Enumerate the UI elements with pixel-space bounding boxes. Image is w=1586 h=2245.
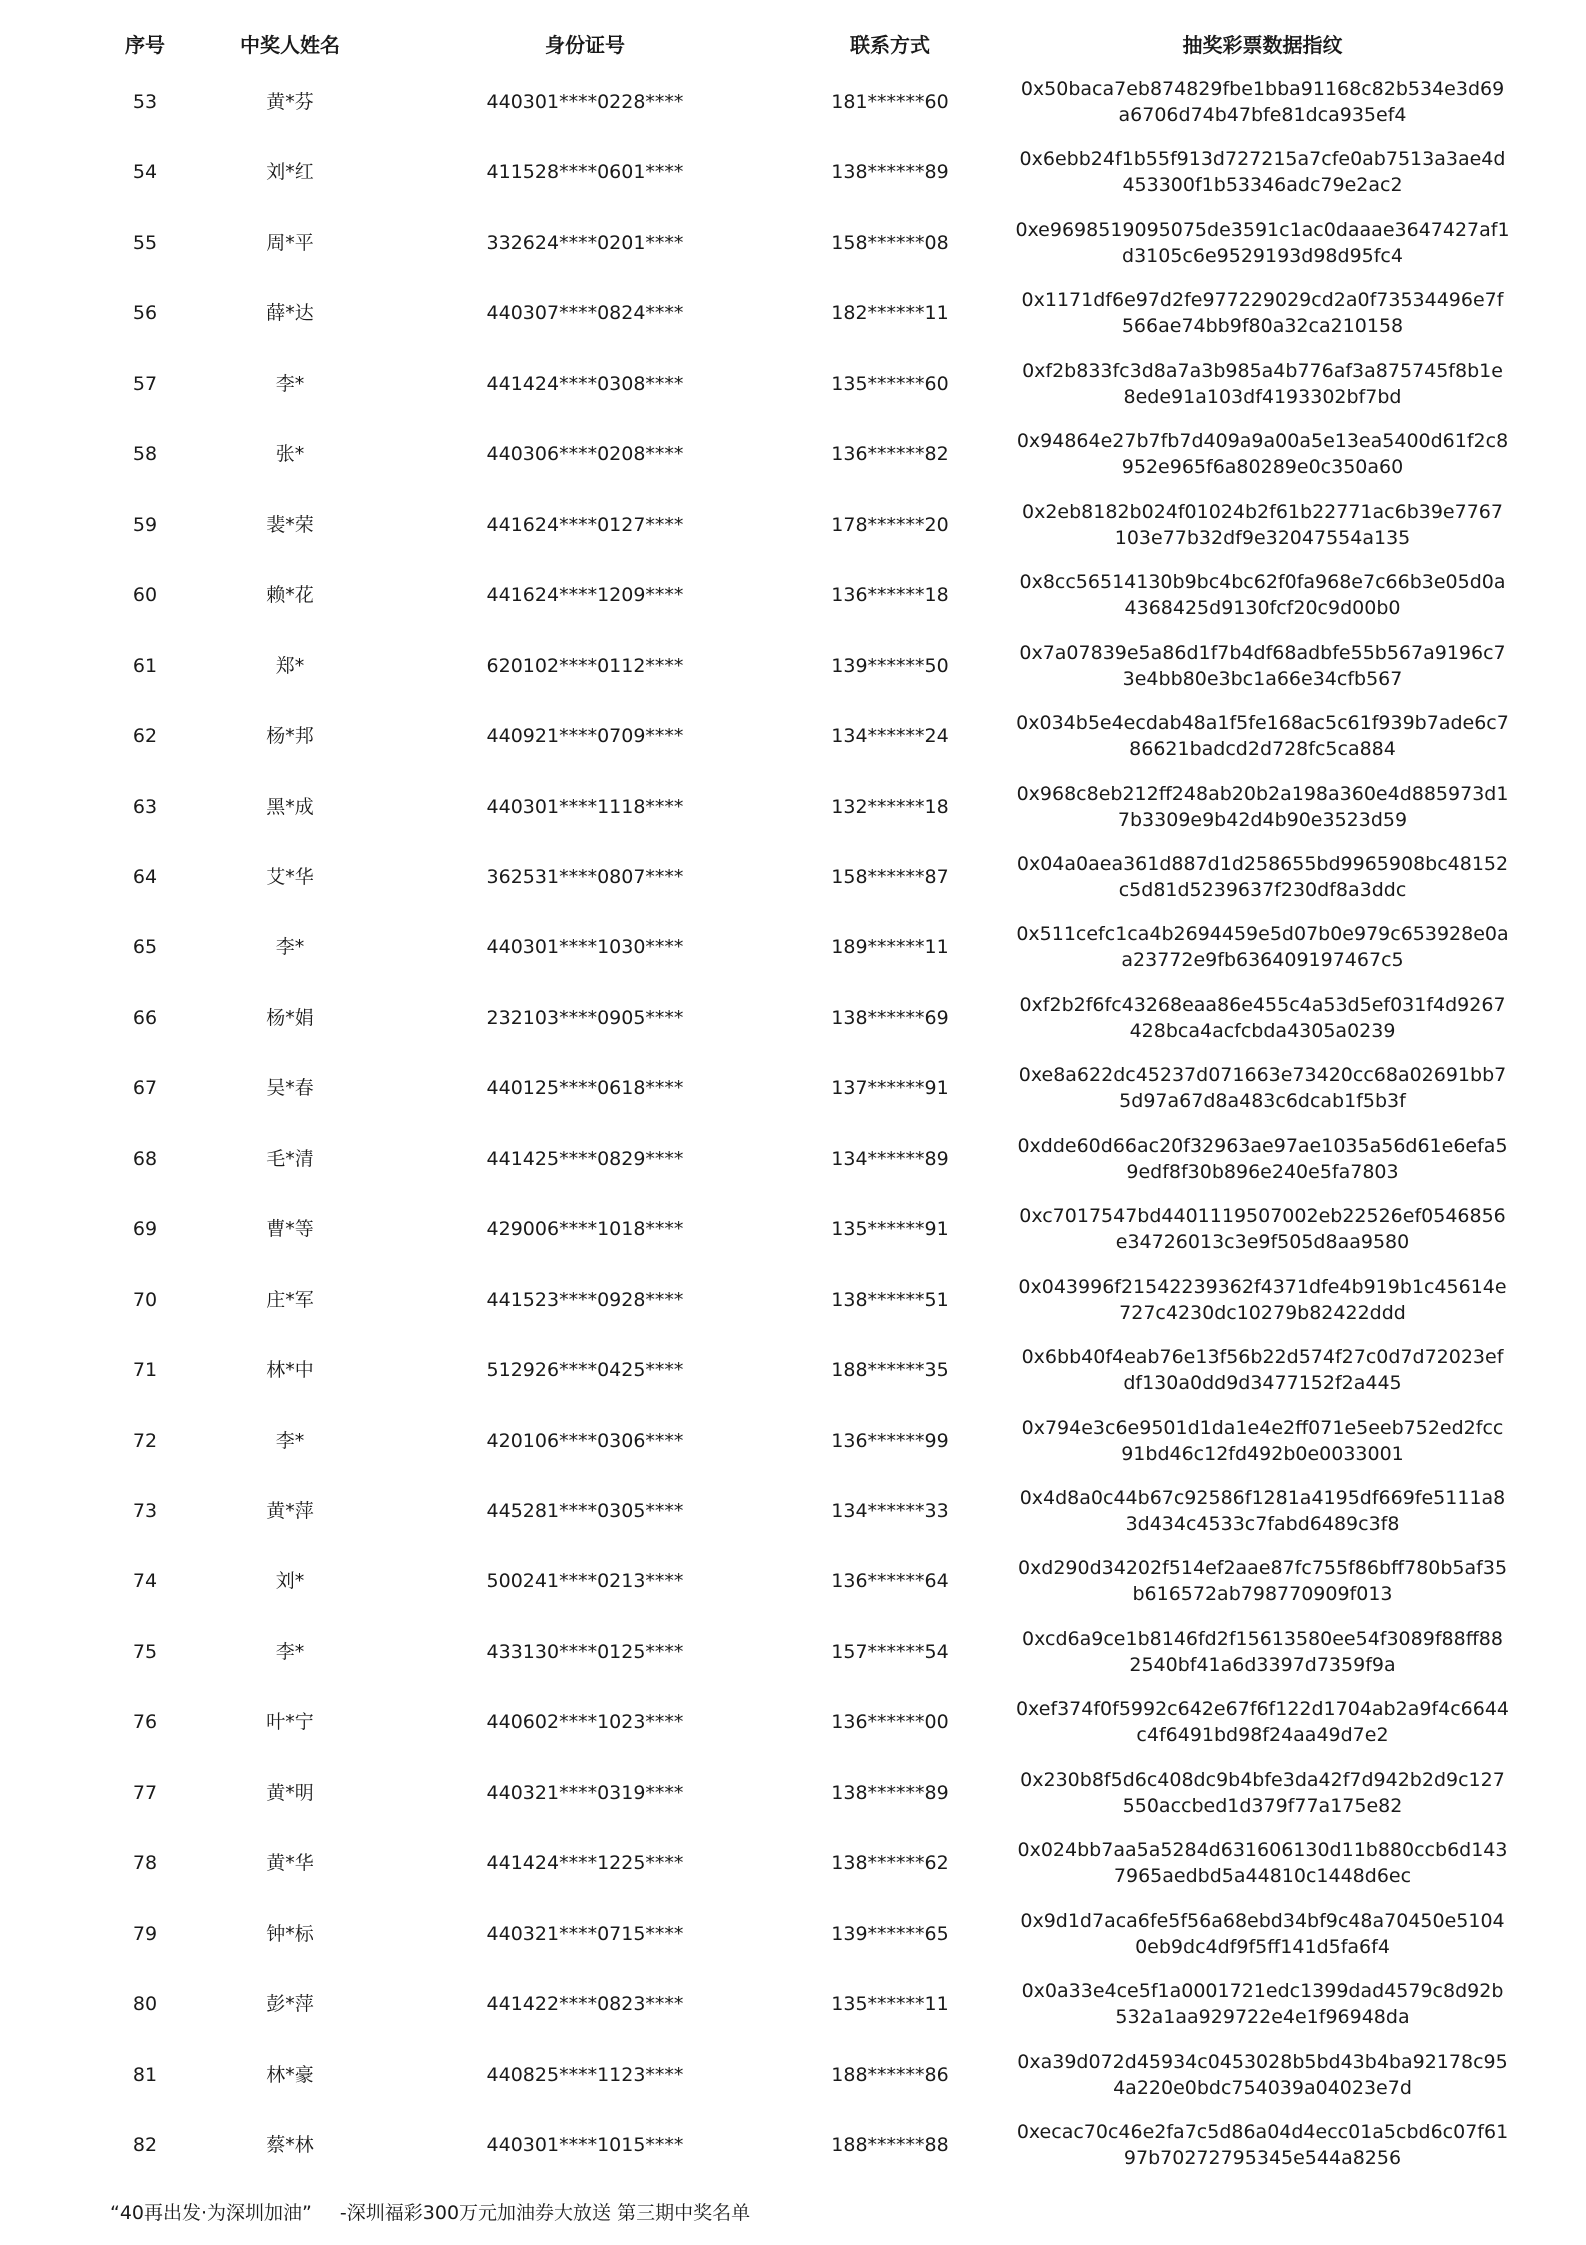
cell-id-number: 445281****0305**** <box>486 1500 684 1522</box>
cell-seq: 62 <box>132 725 158 748</box>
cell-name: 李* <box>275 936 305 959</box>
fingerprint-line-2: 2540bf41a6d3397d7359f9a <box>1129 1653 1396 1676</box>
fingerprint-line-1: 0x8cc56514130b9bc4bc62f0fa968e7c66b3e05d0a <box>1019 571 1506 594</box>
cell-name: 黄*明 <box>266 1781 314 1804</box>
cell-fingerprint <box>1005 1908 1520 1960</box>
cell-seq: 68 <box>132 1147 158 1170</box>
cell-name: 林*中 <box>266 1359 314 1382</box>
cell-name: 刘*红 <box>266 161 314 184</box>
cell-seq: 71 <box>132 1359 158 1382</box>
fingerprint-line-1: 0xdde60d66ac20f32963ae97ae1035a56d61e6efa5 <box>1017 1134 1508 1157</box>
cell-fingerprint <box>1005 1555 1520 1607</box>
fingerprint-line-2: 3e4bb80e3bc1a66e34cfb567 <box>1122 667 1403 690</box>
fingerprint-line-2: a23772e9fb636409197467c5 <box>1121 949 1404 972</box>
table-row <box>0 1551 1586 1621</box>
cell-contact: 139******65 <box>831 1922 949 1945</box>
cell-contact: 136******99 <box>831 1429 949 1452</box>
cell-name: 裴*荣 <box>266 513 314 536</box>
cell-contact: 138******69 <box>831 1006 949 1029</box>
fingerprint-line-2: 4a220e0bdc754039a04023e7d <box>1113 2076 1412 2099</box>
cell-seq: 73 <box>132 1500 158 1522</box>
cell-id-number: 440321****0319**** <box>486 1781 684 1804</box>
table-row <box>0 1481 1586 1551</box>
cell-seq: 55 <box>132 231 158 254</box>
fingerprint-line-2: df130a0dd9d3477152f2a445 <box>1123 1372 1402 1395</box>
cell-contact: 188******35 <box>831 1359 949 1382</box>
cell-fingerprint <box>1005 287 1520 339</box>
cell-id-number: 440306****0208**** <box>486 443 684 466</box>
cell-id-number: 440301****1015**** <box>486 2134 684 2157</box>
fingerprint-line-2: e34726013c3e9f505d8aa9580 <box>1115 1231 1410 1254</box>
fingerprint-line-1: 0x968c8eb212ff248ab20b2a198a360e4d885973d1 <box>1016 782 1509 805</box>
cell-fingerprint <box>1005 851 1520 903</box>
cell-seq: 66 <box>132 1006 158 1029</box>
cell-name: 叶*宁 <box>266 1711 314 1734</box>
cell-id-number: 500241****0213**** <box>486 1570 684 1593</box>
table-row <box>0 847 1586 917</box>
cell-contact: 158******87 <box>831 865 949 888</box>
fingerprint-line-2: 0eb9dc4df9f5ff141d5fa6f4 <box>1135 1935 1390 1958</box>
table-row <box>0 142 1586 212</box>
fingerprint-line-2: 7965aedbd5a44810c1448d6ec <box>1113 1865 1412 1888</box>
table-row <box>0 636 1586 706</box>
table-row <box>0 1270 1586 1340</box>
cell-name: 黑*成 <box>266 795 314 818</box>
cell-id-number: 440921****0709**** <box>486 725 684 748</box>
cell-id-number: 440825****1123**** <box>486 2063 684 2086</box>
table-row <box>0 2115 1586 2185</box>
cell-id-number: 440307****0824**** <box>486 302 684 325</box>
cell-id-number: 429006****1018**** <box>486 1218 684 1241</box>
fingerprint-line-2: c4f6491bd98f24aa49d7e2 <box>1136 1724 1389 1747</box>
cell-name: 杨*邦 <box>266 725 314 748</box>
cell-fingerprint <box>1005 992 1520 1044</box>
fingerprint-line-1: 0xecac70c46e2fa7c5d86a04d4ecc01a5cbd6c07f61 <box>1016 2121 1509 2144</box>
fingerprint-line-2: d3105c6e9529193d98d95fc4 <box>1122 244 1403 267</box>
header-name: 中奖人姓名 <box>240 33 340 57</box>
table-row <box>0 424 1586 494</box>
cell-contact: 138******89 <box>831 1781 949 1804</box>
fingerprint-line-1: 0x6bb40f4eab76e13f56b22d574f27c0d7d72023ef <box>1021 1346 1504 1369</box>
cell-contact: 135******91 <box>831 1218 949 1241</box>
cell-fingerprint <box>1005 2119 1520 2171</box>
cell-contact: 178******20 <box>831 513 949 536</box>
fingerprint-line-2: c5d81d5239637f230df8a3ddc <box>1118 878 1407 901</box>
header-seq: 序号 <box>125 33 165 57</box>
cell-id-number: 441624****1209**** <box>486 584 684 607</box>
fingerprint-line-1: 0xe9698519095075de3591c1ac0daaae3647427af1 <box>1015 218 1510 241</box>
cell-name: 杨*娟 <box>266 1006 314 1029</box>
fingerprint-line-2: 97b70272795345e544a8256 <box>1123 2147 1402 2170</box>
cell-contact: 137******91 <box>831 1077 949 1100</box>
cell-fingerprint <box>1005 358 1520 410</box>
table-row <box>0 988 1586 1058</box>
cell-fingerprint <box>1005 1133 1520 1185</box>
table-row <box>0 1411 1586 1481</box>
cell-seq: 72 <box>132 1429 158 1452</box>
cell-seq: 60 <box>132 584 158 607</box>
cell-name: 张* <box>275 443 305 466</box>
cell-seq: 79 <box>132 1922 158 1945</box>
cell-id-number: 332624****0201**** <box>486 231 684 254</box>
table-row <box>0 283 1586 353</box>
cell-name: 李* <box>275 1429 305 1452</box>
fingerprint-line-2: 8ede91a103df4193302bf7bd <box>1123 385 1402 408</box>
fingerprint-line-1: 0x50baca7eb874829fbe1bba91168c82b534e3d69 <box>1020 78 1505 100</box>
cell-seq: 81 <box>132 2063 158 2086</box>
cell-contact: 134******33 <box>831 1500 949 1522</box>
cell-contact: 181******60 <box>831 91 949 113</box>
fingerprint-line-2: a6706d74b47bfe81dca935ef4 <box>1118 104 1407 126</box>
table-row <box>0 1974 1586 2044</box>
cell-id-number: 441624****0127**** <box>486 513 684 536</box>
table-row <box>0 706 1586 776</box>
table-row <box>0 1833 1586 1903</box>
table-row <box>0 72 1586 142</box>
cell-id-number: 362531****0807**** <box>486 865 684 888</box>
cell-fingerprint <box>1005 710 1520 762</box>
cell-contact: 157******54 <box>831 1640 949 1663</box>
cell-name: 彭*萍 <box>266 1993 314 2016</box>
table-row <box>0 1129 1586 1199</box>
cell-fingerprint <box>1005 217 1520 269</box>
cell-fingerprint <box>1005 1696 1520 1748</box>
fingerprint-line-1: 0x4d8a0c44b67c92586f1281a4195df669fe5111a8 <box>1019 1487 1506 1509</box>
cell-fingerprint <box>1005 76 1520 128</box>
cell-id-number: 441523****0928**** <box>486 1288 684 1311</box>
cell-fingerprint <box>1005 1978 1520 2030</box>
fingerprint-line-1: 0x794e3c6e9501d1da1e4e2ff071e5eeb752ed2fcc <box>1021 1416 1504 1439</box>
cell-name: 李* <box>275 372 305 395</box>
table-row <box>0 2045 1586 2115</box>
cell-fingerprint <box>1005 1415 1520 1467</box>
cell-id-number: 512926****0425**** <box>486 1359 684 1382</box>
fingerprint-line-1: 0xf2b833fc3d8a7a3b985a4b776af3a875745f8b1e <box>1022 359 1503 382</box>
cell-name: 赖*花 <box>266 584 314 607</box>
fingerprint-line-1: 0xe8a622dc45237d071663e73420cc68a02691bb7 <box>1018 1064 1507 1087</box>
fingerprint-line-1: 0xc7017547bd4401119507002eb22526ef0546856 <box>1019 1205 1506 1228</box>
cell-contact: 138******89 <box>831 161 949 184</box>
cell-fingerprint <box>1005 1274 1520 1326</box>
fingerprint-line-1: 0x511cefc1ca4b2694459e5d07b0e979c653928e0a <box>1016 923 1509 946</box>
cell-id-number: 620102****0112**** <box>486 654 684 677</box>
footer-slogan: “40再出发·为深圳加油” <box>110 2202 312 2224</box>
cell-name: 吴*春 <box>266 1077 314 1100</box>
table-row <box>0 565 1586 635</box>
cell-contact: 138******51 <box>831 1288 949 1311</box>
cell-name: 林*豪 <box>266 2063 314 2086</box>
cell-seq: 78 <box>132 1852 158 1875</box>
cell-seq: 74 <box>132 1570 158 1593</box>
fingerprint-line-1: 0x04a0aea361d887d1d258655bd9965908bc48152 <box>1016 852 1509 875</box>
cell-fingerprint <box>1005 781 1520 833</box>
cell-contact: 188******88 <box>831 2134 949 2157</box>
cell-name: 庄*军 <box>266 1288 314 1311</box>
cell-seq: 67 <box>132 1077 158 1100</box>
header-contact: 联系方式 <box>850 33 930 57</box>
table-header <box>0 25 1586 65</box>
cell-fingerprint <box>1005 569 1520 621</box>
table-row <box>0 495 1586 565</box>
fingerprint-line-2: 9edf8f30b896e240e5fa7803 <box>1126 1160 1399 1183</box>
cell-seq: 63 <box>132 795 158 818</box>
fingerprint-line-1: 0x9d1d7aca6fe5f56a68ebd34bf9c48a70450e5104 <box>1020 1909 1505 1932</box>
cell-seq: 77 <box>132 1781 158 1804</box>
table-row <box>0 1763 1586 1833</box>
table-row <box>0 917 1586 987</box>
cell-id-number: 440301****1118**** <box>486 795 684 818</box>
cell-contact: 135******11 <box>831 1993 949 2016</box>
cell-fingerprint <box>1005 1626 1520 1678</box>
cell-seq: 70 <box>132 1288 158 1311</box>
fingerprint-line-2: 91bd46c12fd492b0e0033001 <box>1121 1442 1404 1465</box>
fingerprint-line-1: 0x94864e27b7fb7d409a9a00a5e13ea5400d61f2c8 <box>1016 430 1509 453</box>
fingerprint-line-1: 0xf2b2f6fc43268eaa86e455c4a53d5ef031f4d9267 <box>1019 993 1506 1016</box>
cell-id-number: 420106****0306**** <box>486 1429 684 1452</box>
cell-name: 曹*等 <box>266 1218 314 1241</box>
cell-id-number: 441425****0829**** <box>486 1147 684 1170</box>
cell-seq: 69 <box>132 1218 158 1241</box>
fingerprint-line-2: 727c4230dc10279b82422ddd <box>1119 1301 1406 1324</box>
cell-id-number: 440301****0228**** <box>486 91 684 113</box>
fingerprint-line-1: 0x024bb7aa5a5284d631606130d11b880ccb6d143 <box>1017 1839 1508 1862</box>
cell-name: 钟*标 <box>266 1922 314 1945</box>
header-id-number: 身份证号 <box>545 33 625 57</box>
cell-id-number: 441424****0308**** <box>486 372 684 395</box>
fingerprint-line-1: 0x0a33e4ce5f1a0001721edc1399dad4579c8d92b <box>1021 1980 1504 2003</box>
cell-seq: 58 <box>132 443 158 466</box>
table-row <box>0 1340 1586 1410</box>
table-row <box>0 213 1586 283</box>
fingerprint-line-2: 5d97a67d8a483c6dcab1f5b3f <box>1119 1090 1406 1113</box>
cell-id-number: 441422****0823**** <box>486 1993 684 2016</box>
fingerprint-line-1: 0x1171df6e97d2fe977229029cd2a0f73534496e7f <box>1021 289 1504 312</box>
footer-title: -深圳福彩300万元加油券大放送 第三期中奖名单 <box>339 2202 751 2224</box>
cell-name: 周*平 <box>266 231 314 254</box>
cell-contact: 136******00 <box>831 1711 949 1734</box>
cell-seq: 82 <box>132 2134 158 2157</box>
fingerprint-line-1: 0xef374f0f5992c642e67f6f122d1704ab2a9f4c6644 <box>1015 1698 1510 1721</box>
fingerprint-line-1: 0x230b8f5d6c408dc9b4bfe3da42f7d942b2d9c127 <box>1020 1768 1505 1791</box>
cell-fingerprint <box>1005 499 1520 551</box>
table-row <box>0 354 1586 424</box>
fingerprint-line-2: 952e965f6a80289e0c350a60 <box>1121 456 1404 479</box>
cell-seq: 76 <box>132 1711 158 1734</box>
fingerprint-line-1: 0x034b5e4ecdab48a1f5fe168ac5c61f939b7ade6c7 <box>1016 712 1509 735</box>
cell-name: 黄*华 <box>266 1852 314 1875</box>
cell-name: 薛*达 <box>266 302 314 325</box>
cell-fingerprint <box>1005 1062 1520 1114</box>
cell-name: 郑* <box>275 654 305 677</box>
fingerprint-line-1: 0xa39d072d45934c0453028b5bd43b4ba92178c95 <box>1017 2050 1508 2073</box>
cell-seq: 75 <box>132 1640 158 1663</box>
table-row <box>0 777 1586 847</box>
cell-fingerprint <box>1005 428 1520 480</box>
cell-contact: 158******08 <box>831 231 949 254</box>
cell-seq: 65 <box>132 936 158 959</box>
fingerprint-line-2: 428bca4acfcbda4305a0239 <box>1129 1019 1396 1042</box>
fingerprint-line-1: 0x2eb8182b024f01024b2f61b22771ac6b39e7767 <box>1022 500 1503 523</box>
fingerprint-line-2: 550accbed1d379f77a175e82 <box>1122 1794 1403 1817</box>
header-fingerprint: 抽奖彩票数据指纹 <box>1182 33 1343 57</box>
cell-seq: 54 <box>132 161 158 184</box>
cell-name: 毛*清 <box>266 1147 314 1170</box>
cell-id-number: 411528****0601**** <box>486 161 684 184</box>
cell-contact: 136******82 <box>831 443 949 466</box>
fingerprint-line-1: 0x7a07839e5a86d1f7b4df68adbfe55b567a9196c7 <box>1019 641 1506 664</box>
table-row <box>0 1622 1586 1692</box>
fingerprint-line-2: 86621badcd2d728fc5ca884 <box>1129 738 1396 761</box>
table-row <box>0 1058 1586 1128</box>
cell-contact: 132******18 <box>831 795 949 818</box>
cell-name: 艾*华 <box>266 865 314 888</box>
cell-fingerprint <box>1005 146 1520 198</box>
cell-contact: 139******50 <box>831 654 949 677</box>
cell-contact: 135******60 <box>831 372 949 395</box>
cell-id-number: 440125****0618**** <box>486 1077 684 1100</box>
cell-fingerprint <box>1005 1837 1520 1889</box>
cell-name: 刘* <box>275 1570 305 1593</box>
table-row <box>0 1692 1586 1762</box>
cell-contact: 136******64 <box>831 1570 949 1593</box>
cell-name: 黄*芬 <box>266 91 314 113</box>
cell-contact: 189******11 <box>831 936 949 959</box>
cell-fingerprint <box>1005 2049 1520 2101</box>
cell-id-number: 232103****0905**** <box>486 1006 684 1029</box>
cell-contact: 188******86 <box>831 2063 949 2086</box>
footer-caption <box>110 2198 750 2225</box>
fingerprint-line-2: 453300f1b53346adc79e2ac2 <box>1122 174 1403 197</box>
cell-seq: 57 <box>132 372 158 395</box>
fingerprint-line-2: 103e77b32df9e32047554a135 <box>1114 526 1411 549</box>
cell-seq: 56 <box>132 302 158 325</box>
fingerprint-line-2: 4368425d9130fcf20c9d00b0 <box>1124 597 1401 620</box>
cell-fingerprint <box>1005 1485 1520 1537</box>
cell-seq: 64 <box>132 865 158 888</box>
fingerprint-line-2: 566ae74bb9f80a32ca210158 <box>1121 315 1404 338</box>
cell-fingerprint <box>1005 1203 1520 1255</box>
cell-seq: 80 <box>132 1993 158 2016</box>
cell-id-number: 440321****0715**** <box>486 1922 684 1945</box>
cell-contact: 182******11 <box>831 302 949 325</box>
cell-id-number: 440301****1030**** <box>486 936 684 959</box>
fingerprint-line-2: 3d434c4533c7fabd6489c3f8 <box>1125 1513 1400 1535</box>
cell-fingerprint <box>1005 921 1520 973</box>
cell-name: 蔡*林 <box>266 2134 314 2157</box>
table-row <box>0 1904 1586 1974</box>
cell-fingerprint <box>1005 1344 1520 1396</box>
cell-contact: 138******62 <box>831 1852 949 1875</box>
fingerprint-line-1: 0xcd6a9ce1b8146fd2f15613580ee54f3089f88ff88 <box>1022 1627 1503 1650</box>
fingerprint-line-1: 0xd290d34202f514ef2aae87fc755f86bff780b5af35 <box>1017 1557 1508 1580</box>
fingerprint-line-2: 532a1aa929722e4e1f96948da <box>1115 2006 1410 2029</box>
cell-contact: 134******89 <box>831 1147 949 1170</box>
cell-name: 黄*萍 <box>266 1500 314 1522</box>
cell-contact: 134******24 <box>831 725 949 748</box>
cell-seq: 53 <box>132 91 158 113</box>
cell-id-number: 433130****0125**** <box>486 1640 684 1663</box>
table-row <box>0 1199 1586 1269</box>
fingerprint-line-2: 7b3309e9b42d4b90e3523d59 <box>1117 808 1408 831</box>
cell-fingerprint <box>1005 640 1520 692</box>
cell-id-number: 441424****1225**** <box>486 1852 684 1875</box>
cell-seq: 61 <box>132 654 158 677</box>
fingerprint-line-1: 0x043996f21542239362f4371dfe4b919b1c45614e <box>1018 1275 1507 1298</box>
cell-fingerprint <box>1005 1767 1520 1819</box>
fingerprint-line-1: 0x6ebb24f1b55f913d727215a7cfe0ab7513a3ae4d <box>1019 148 1506 171</box>
cell-name: 李* <box>275 1640 305 1663</box>
cell-seq: 59 <box>132 513 158 536</box>
fingerprint-line-2: b616572ab798770909f013 <box>1132 1583 1393 1606</box>
cell-contact: 136******18 <box>831 584 949 607</box>
cell-id-number: 440602****1023**** <box>486 1711 684 1734</box>
